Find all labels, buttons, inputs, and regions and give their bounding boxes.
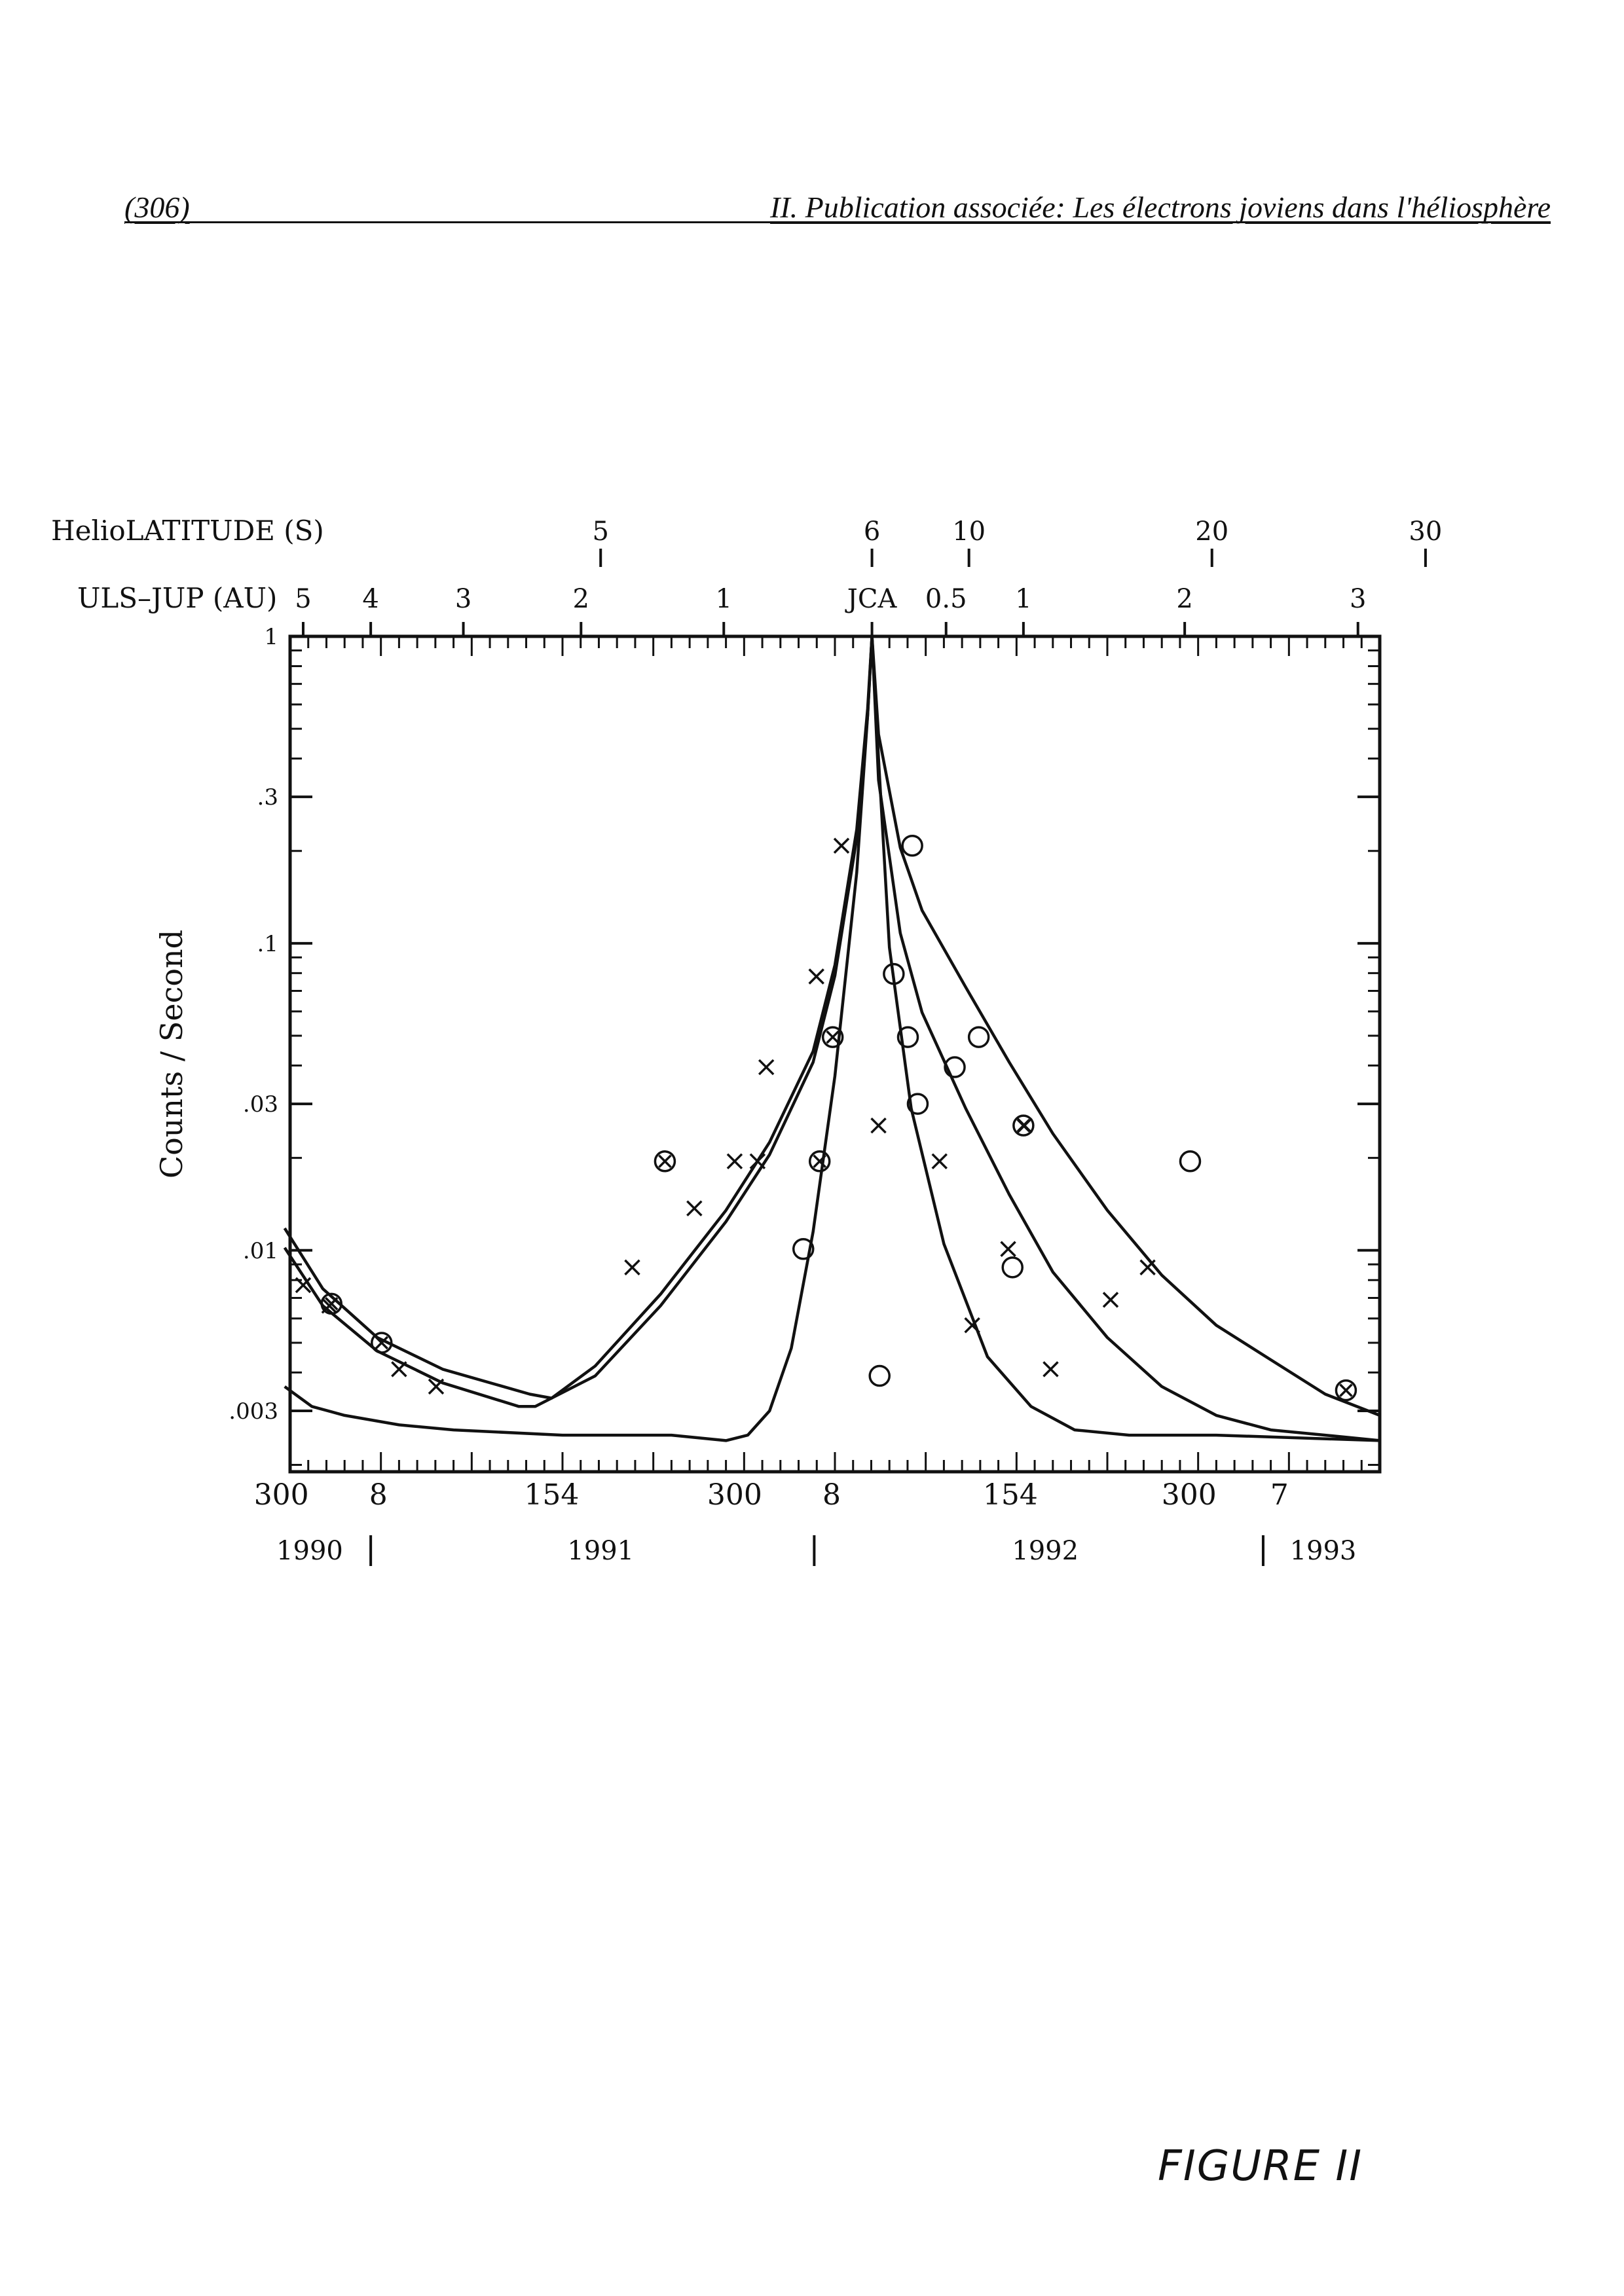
marker-circle	[969, 1027, 989, 1047]
data-point-x	[429, 1379, 443, 1394]
data-point-x	[392, 1362, 406, 1376]
latitude-tick-label: 30	[1409, 517, 1443, 547]
day-tick-label: 300	[253, 1478, 309, 1512]
distance-tick-label: 5	[295, 584, 312, 614]
distance-tick-label: 0.5	[925, 584, 967, 614]
marker-circle	[902, 836, 922, 856]
y-tick-label: .1	[257, 930, 278, 957]
latitude-axis-title: HelioLATITUDE (S)	[51, 515, 324, 547]
data-point-o	[870, 1366, 889, 1386]
data-point-x	[1103, 1292, 1118, 1307]
day-tick-label: 8	[369, 1478, 388, 1512]
year-label: 1990	[276, 1536, 343, 1566]
day-tick-label: 8	[822, 1478, 841, 1512]
latitude-tick-label: 10	[952, 517, 986, 547]
data-point-x-in-circle	[655, 1152, 674, 1171]
year-label: 1992	[1012, 1536, 1079, 1566]
data-point-o	[969, 1027, 989, 1047]
model-curve-1	[285, 636, 1380, 1415]
day-tick-label: 154	[982, 1478, 1038, 1512]
data-point-x	[625, 1260, 639, 1275]
distance-tick-label: JCA	[847, 584, 897, 614]
data-point-x	[1043, 1362, 1058, 1376]
latitude-tick-label: 5	[592, 517, 609, 547]
data-point-x	[687, 1201, 701, 1216]
running-title: II. Publication associée: Les électrons joviens dans l'héliosphère	[770, 191, 1551, 224]
distance-tick-label: 1	[1015, 584, 1032, 614]
data-point-x-in-circle	[810, 1152, 830, 1171]
day-tick-label: 300	[1161, 1478, 1217, 1512]
page-number: (306)	[124, 191, 190, 224]
data-point-x	[1001, 1242, 1016, 1256]
data-point-o	[1003, 1258, 1022, 1277]
data-point-x	[872, 1118, 886, 1133]
data-point-x	[809, 969, 824, 983]
distance-tick-label: 1	[715, 584, 732, 614]
plot-border	[290, 636, 1380, 1472]
data-point-x	[728, 1154, 742, 1169]
marker-circle	[1180, 1152, 1200, 1171]
y-axis-title: Counts / Second	[154, 929, 189, 1179]
day-tick-label: 300	[707, 1478, 762, 1512]
y-tick-label: .03	[242, 1091, 278, 1118]
data-point-x-in-circle	[1336, 1381, 1356, 1400]
distance-tick-label: 2	[572, 584, 590, 614]
distance-tick-label: 4	[362, 584, 379, 614]
day-tick-label: 7	[1270, 1478, 1289, 1512]
distance-axis-title: ULS–JUP (AU)	[77, 582, 278, 614]
data-point-x-in-circle	[1014, 1116, 1033, 1135]
y-tick-label: 1	[264, 624, 278, 650]
data-point-x	[1141, 1260, 1155, 1275]
latitude-tick-label: 20	[1195, 517, 1229, 547]
data-point-o	[1180, 1152, 1200, 1171]
data-points	[296, 836, 1356, 1400]
latitude-tick-label: 6	[863, 517, 881, 547]
day-tick-label: 154	[524, 1478, 580, 1512]
data-point-o	[902, 836, 922, 856]
data-point-x	[834, 839, 849, 853]
y-tick-label: .3	[257, 784, 278, 811]
marker-circle	[870, 1366, 889, 1386]
y-tick-label: .003	[229, 1398, 278, 1425]
data-point-x	[750, 1154, 765, 1169]
axis-ticks	[290, 549, 1426, 1566]
data-point-x	[932, 1154, 947, 1169]
distance-tick-label: 3	[1349, 584, 1367, 614]
figure-caption: FIGURE II	[1158, 2142, 1363, 2191]
plot-frame	[290, 636, 1380, 1472]
year-label: 1991	[567, 1536, 635, 1566]
year-label: 1993	[1289, 1536, 1357, 1566]
distance-tick-label: 2	[1176, 584, 1193, 614]
y-tick-label: .01	[242, 1237, 278, 1264]
marker-circle	[1003, 1258, 1022, 1277]
distance-tick-label: 3	[454, 584, 472, 614]
data-point-x	[759, 1060, 773, 1074]
